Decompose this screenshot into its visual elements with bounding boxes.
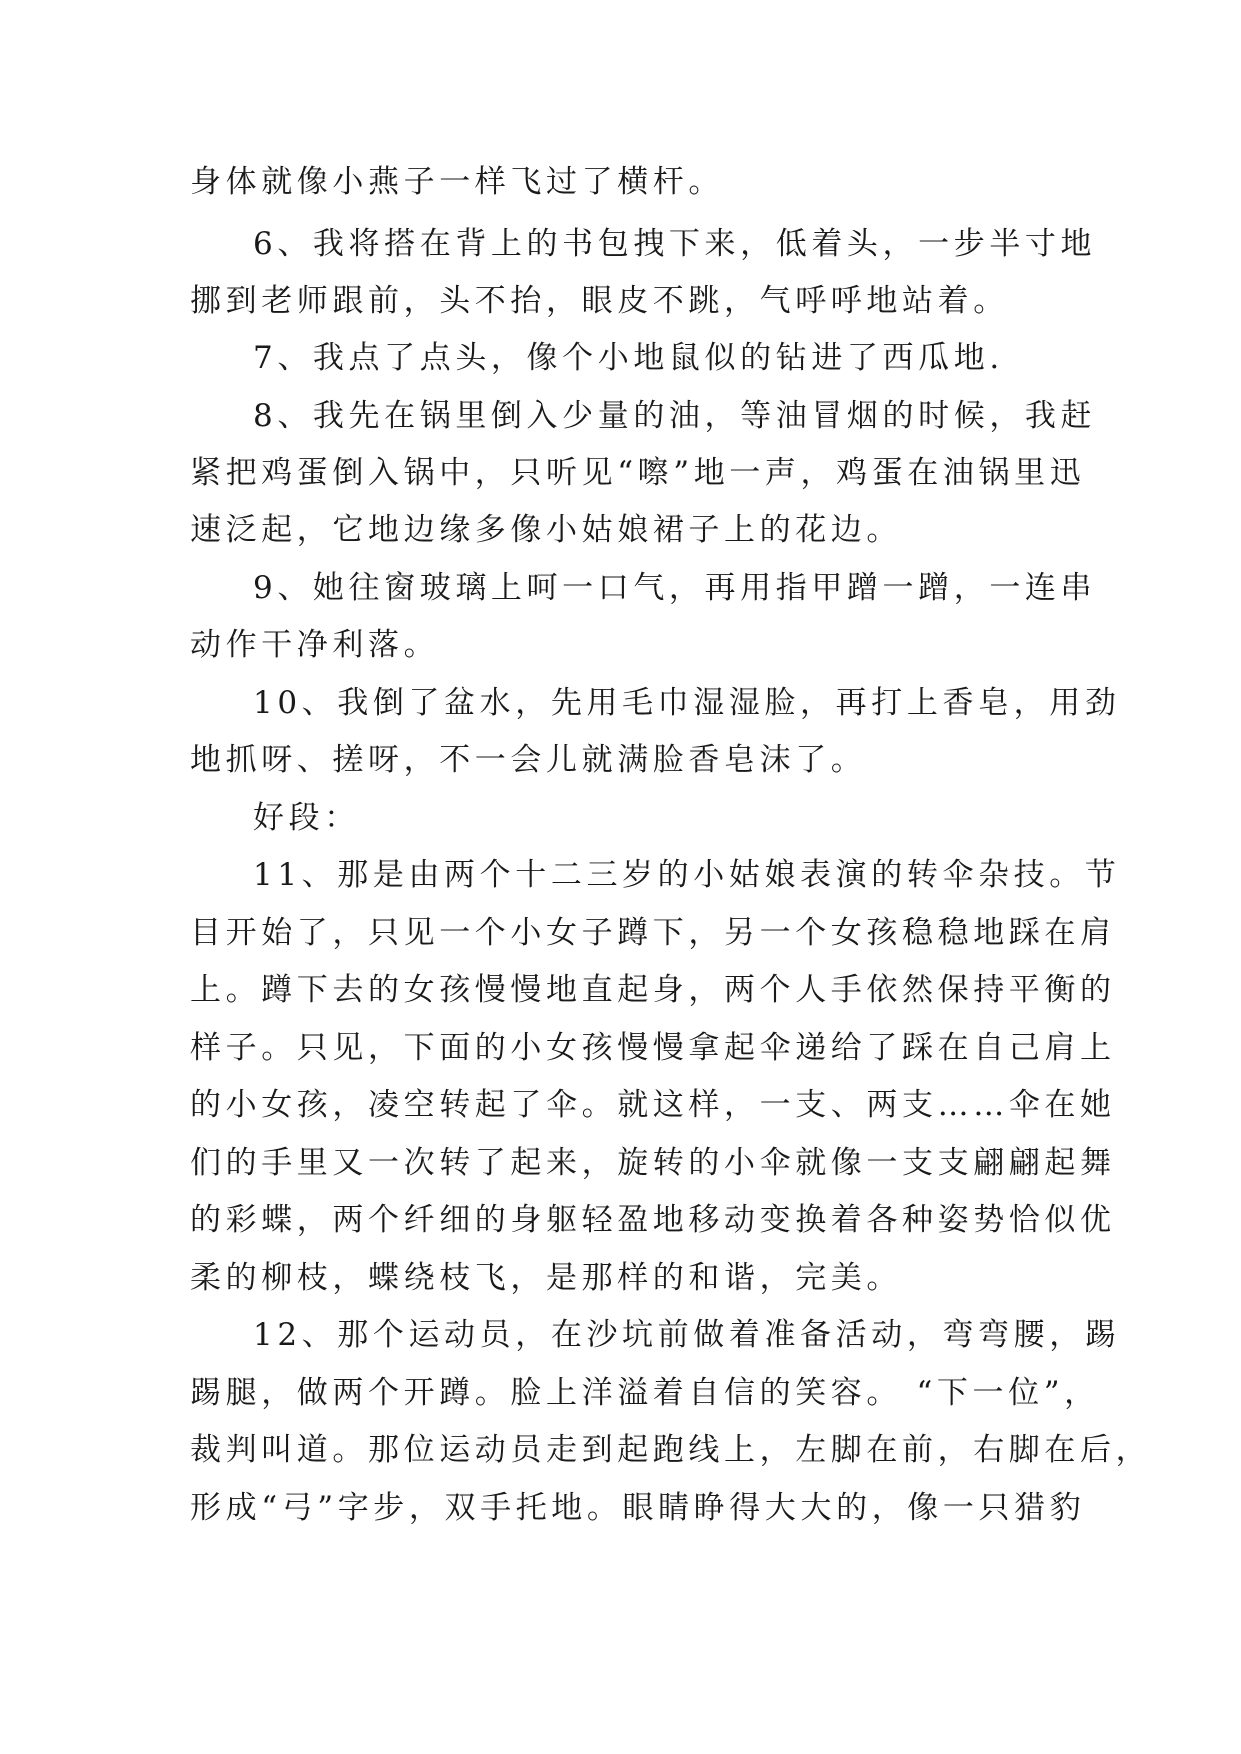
text-line: 们的手里又一次转了起来，旋转的小伞就像一支支翩翩起舞 xyxy=(190,1145,1116,1181)
text-line: 7、我点了点头，像个小地鼠似的钻进了西瓜地. xyxy=(253,340,1004,376)
text-line: 动作干净利落。 xyxy=(190,627,440,663)
text-line: 6、我将搭在背上的书包拽下来，低着头，一步半寸地 xyxy=(253,226,1097,262)
text-line: 11、那是由两个十二三岁的小姑娘表演的转伞杂技。节 xyxy=(253,857,1121,893)
text-line: 9、她往窗玻璃上呵一口气，再用指甲蹭一蹭，一连串 xyxy=(253,570,1097,606)
text-line: 12、那个运动员，在沙坑前做着准备活动，弯弯腰，踢 xyxy=(253,1317,1121,1353)
text-line: 踢腿，做两个开蹲。脸上洋溢着自信的笑容。 “下一位”， xyxy=(190,1375,1100,1411)
text-line: 目开始了，只见一个小女子蹲下，另一个女孩稳稳地踩在肩 xyxy=(190,915,1116,951)
text-line: 挪到老师跟前，头不抬，眼皮不跳，气呼呼地站着。 xyxy=(190,283,1009,319)
text-line: 裁判叫道。那位运动员走到起跑线上，左脚在前，右脚在后， xyxy=(190,1432,1152,1468)
text-line: 紧把鸡蛋倒入锅中，只听见“嚓”地一声，鸡蛋在油锅里迅 xyxy=(190,455,1086,491)
text-line: 上。蹲下去的女孩慢慢地直起身，两个人手依然保持平衡的 xyxy=(190,972,1116,1008)
text-line: 8、我先在锅里倒入少量的油，等油冒烟的时候，我赶 xyxy=(253,398,1097,434)
text-line: 地抓呀、搓呀，不一会儿就满脸香皂沫了。 xyxy=(190,742,867,778)
text-line: 的小女孩，凌空转起了伞。就这样，一支、两支……伞在她 xyxy=(190,1087,1116,1123)
text-line: 柔的柳枝，蝶绕枝飞，是那样的和谐，完美。 xyxy=(190,1260,902,1296)
text-line: 身体就像小燕子一样飞过了横杆。 xyxy=(190,164,724,200)
text-line: 样子。只见，下面的小女孩慢慢拿起伞递给了踩在自己肩上 xyxy=(190,1030,1116,1066)
text-line: 10、我倒了盆水，先用毛巾湿湿脸，再打上香皂，用劲 xyxy=(253,685,1121,721)
text-line: 的彩蝶，两个纤细的身躯轻盈地移动变换着各种姿势恰似优 xyxy=(190,1202,1116,1238)
text-line: 速泛起，它地边缘多像小姑娘裙子上的花边。 xyxy=(190,512,902,548)
text-line: 形成“弓”字步，双手托地。眼睛睁得大大的，像一只猎豹 xyxy=(190,1490,1086,1526)
section-heading: 好段： xyxy=(253,800,360,836)
